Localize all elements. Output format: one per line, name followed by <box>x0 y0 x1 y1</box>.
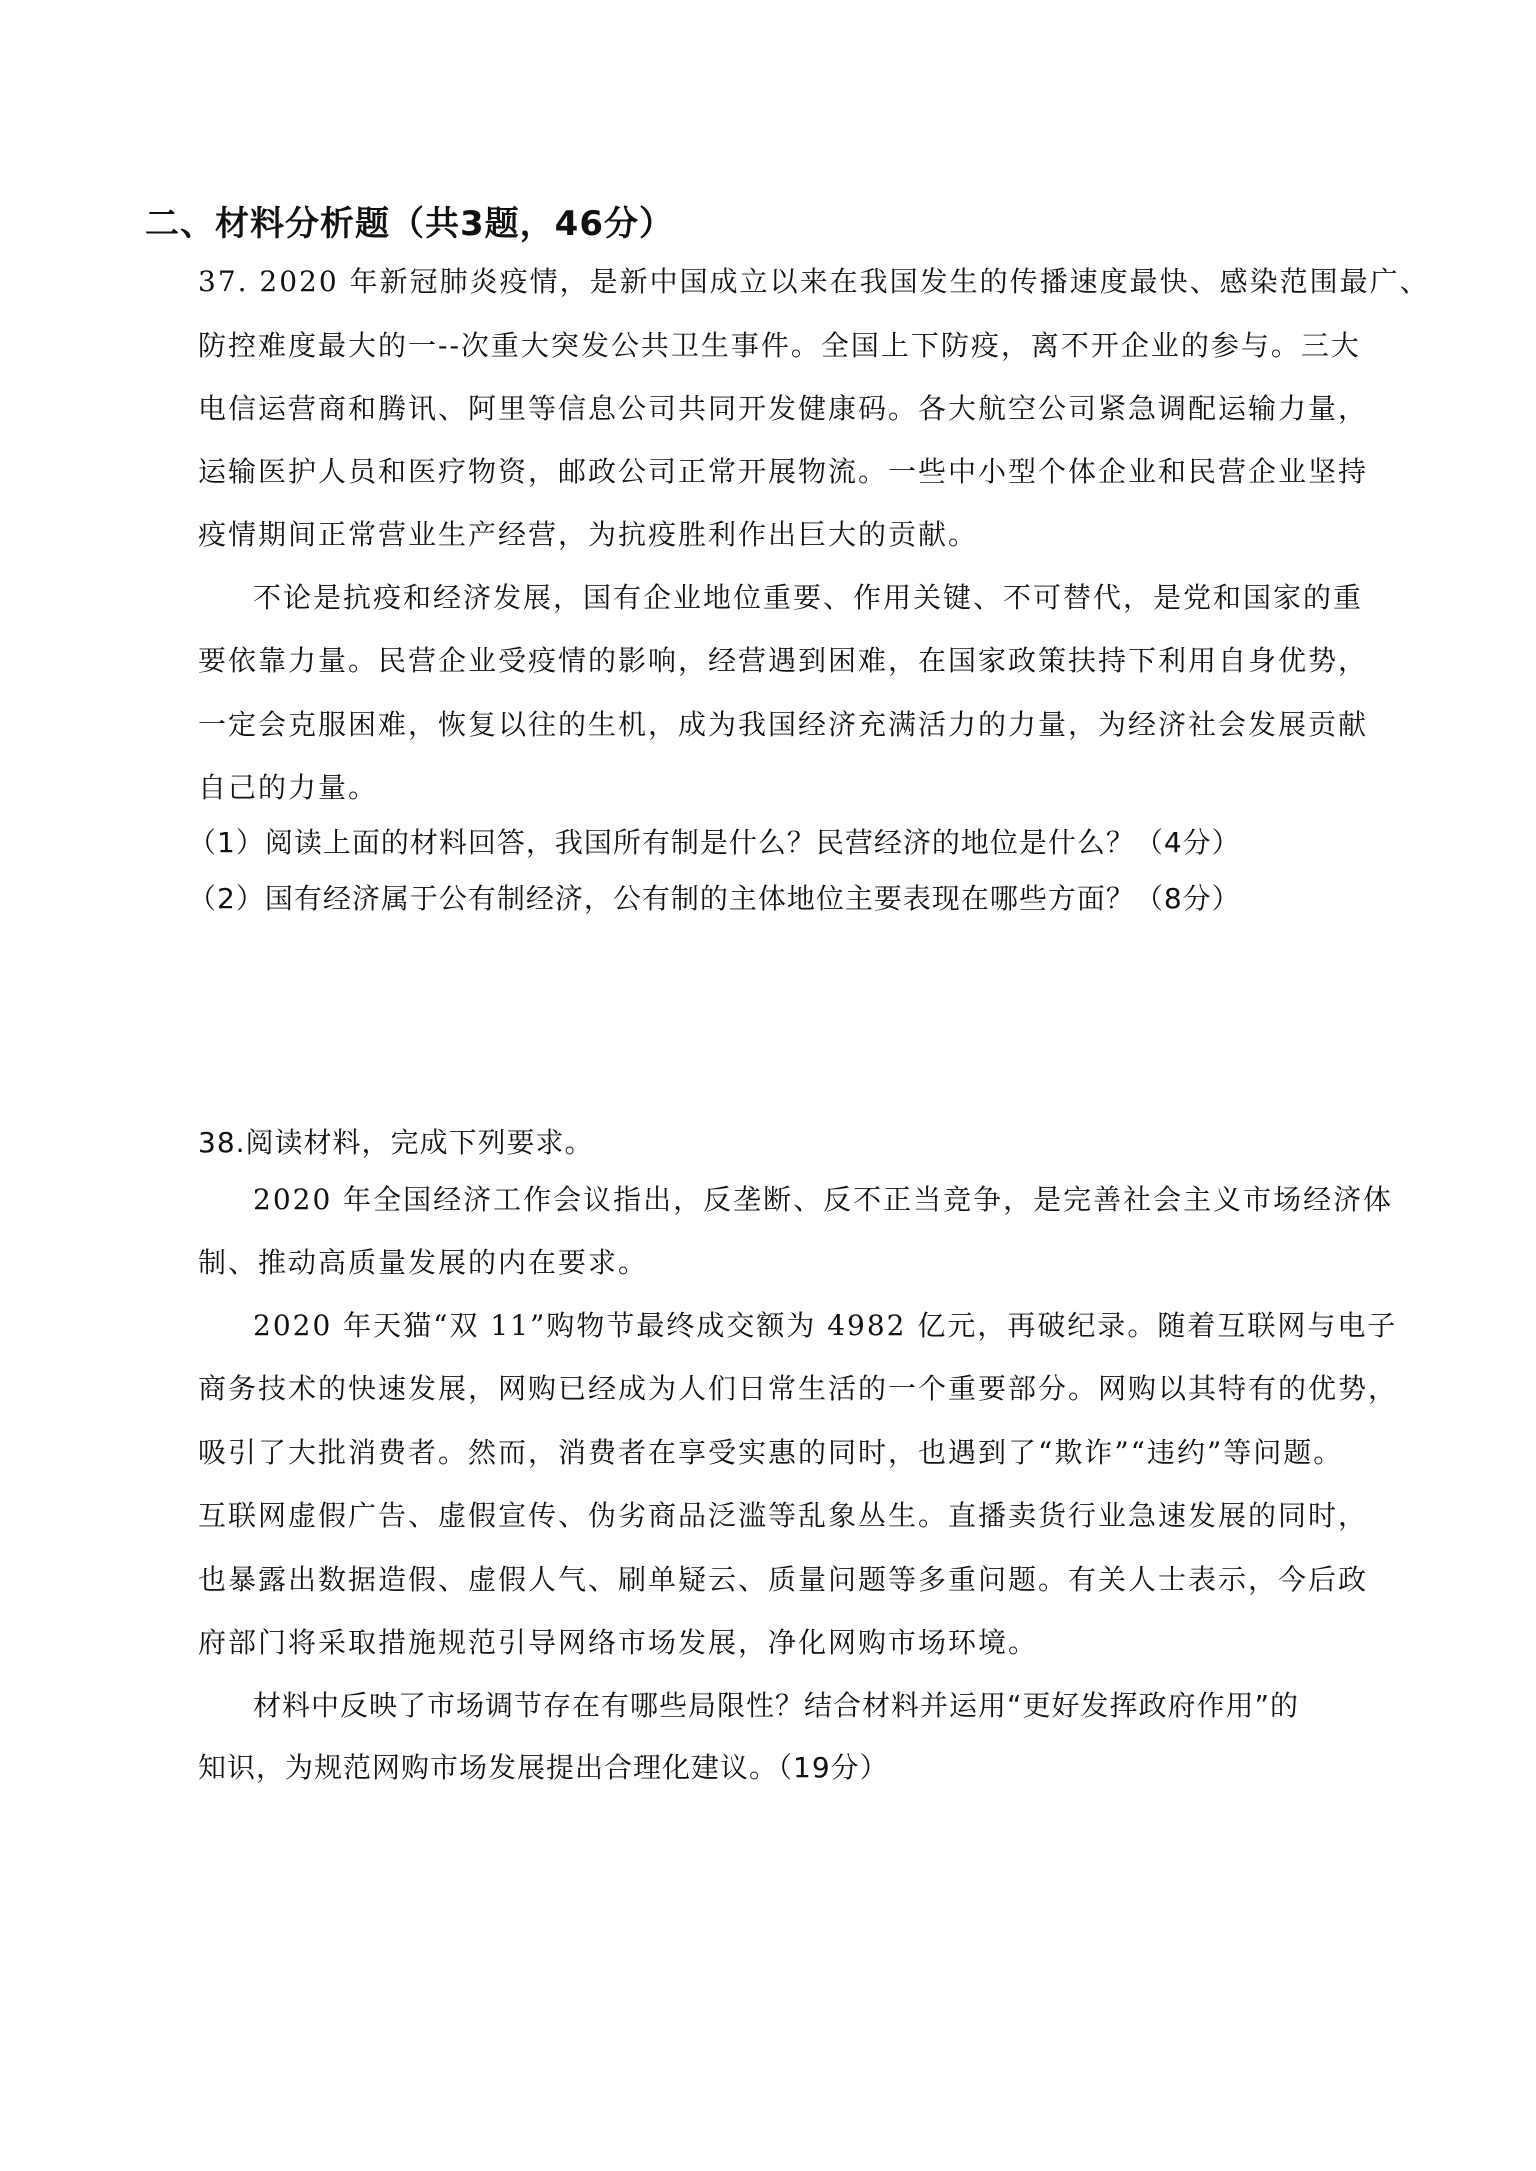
q37-paragraph2-line: 自己的力量。 <box>198 771 379 804</box>
q38-paragraph2-line: 商务技术的快速发展，网购已经成为人们日常生活的一个重要部分。网购以其特有的优势， <box>198 1372 1399 1405</box>
q37-paragraph1-line: 疫情期间正常营业生产经营，为抗疫胜利作出巨大的贡献。 <box>198 518 979 551</box>
q37-paragraph1-line: 防控难度最大的一--次重大突发公共卫生事件。全国上下防疫，离不开企业的参与。三大 <box>198 329 1361 362</box>
q37-paragraph1-line: 运输医护人员和医疗物资，邮政公司正常开展物流。一些中小型个体企业和民营企业坚持 <box>198 455 1369 488</box>
q38-paragraph2-line: 吸引了大批消费者。然而，消费者在享受实惠的同时，也遇到了“欺诈”“违约”等问题。 <box>198 1436 1344 1469</box>
q37-subquestion-2: （2）国有经济属于公有制经济，公有制的主体地位主要表现在哪些方面？（8分） <box>188 882 1241 915</box>
q38-paragraph1-line: 制、推动高质量发展的内在要求。 <box>198 1246 649 1279</box>
q37-paragraph2-line: 要依靠力量。民营企业受疫情的影响，经营遇到困难，在国家政策扶持下利用自身优势， <box>198 644 1369 677</box>
q38-paragraph2-line: 互联网虚假广告、虚假宣传、伪劣商品泛滥等乱象丛生。直播卖货行业急速发展的同时， <box>198 1499 1369 1532</box>
q38-paragraph1-line: 2020 年全国经济工作会议指出，反垄断、反不正当竞争，是完善社会主义市场经济体 <box>253 1183 1394 1216</box>
q38-question-line: 材料中反映了市场调节存在有哪些局限性？结合材料并运用“更好发挥政府作用”的 <box>253 1689 1300 1722</box>
q38-paragraph2-line: 2020 年天猫“双 11”购物节最终成交额为 4982 亿元，再破纪录。随着互联网与电子 <box>253 1309 1398 1342</box>
q37-paragraph1-line: 37. 2020 年新冠肺炎疫情，是新中国成立以来在我国发生的传播速度最快、感染范围最广、 <box>198 265 1430 298</box>
q37-paragraph2-line: 不论是抗疫和经济发展，国有企业地位重要、作用关键、不可替代，是党和国家的重 <box>253 581 1364 614</box>
q38-paragraph2-line: 也暴露出数据造假、虚假人气、刷单疑云、质量问题等多重问题。有关人士表示，今后政 <box>198 1563 1369 1596</box>
q38-question-line: 知识，为规范网购市场发展提出合理化建议。（19分） <box>198 1751 889 1784</box>
q37-paragraph1-line: 电信运营商和腾讯、阿里等信息公司共同开发健康码。各大航空公司紧急调配运输力量， <box>198 392 1369 425</box>
q37-subquestion-1: （1）阅读上面的材料回答，我国所有制是什么？民营经济的地位是什么？（4分） <box>188 826 1241 859</box>
section-title: 二、材料分析题（共3题，46分） <box>145 204 674 244</box>
q38-paragraph2-line: 府部门将采取措施规范引导网络市场发展，净化网购市场环境。 <box>198 1626 1039 1659</box>
q37-paragraph2-line: 一定会克服困难，恢复以往的生机，成为我国经济充满活力的力量，为经济社会发展贡献 <box>198 708 1369 741</box>
q38-heading: 38.阅读材料，完成下列要求。 <box>198 1126 594 1159</box>
